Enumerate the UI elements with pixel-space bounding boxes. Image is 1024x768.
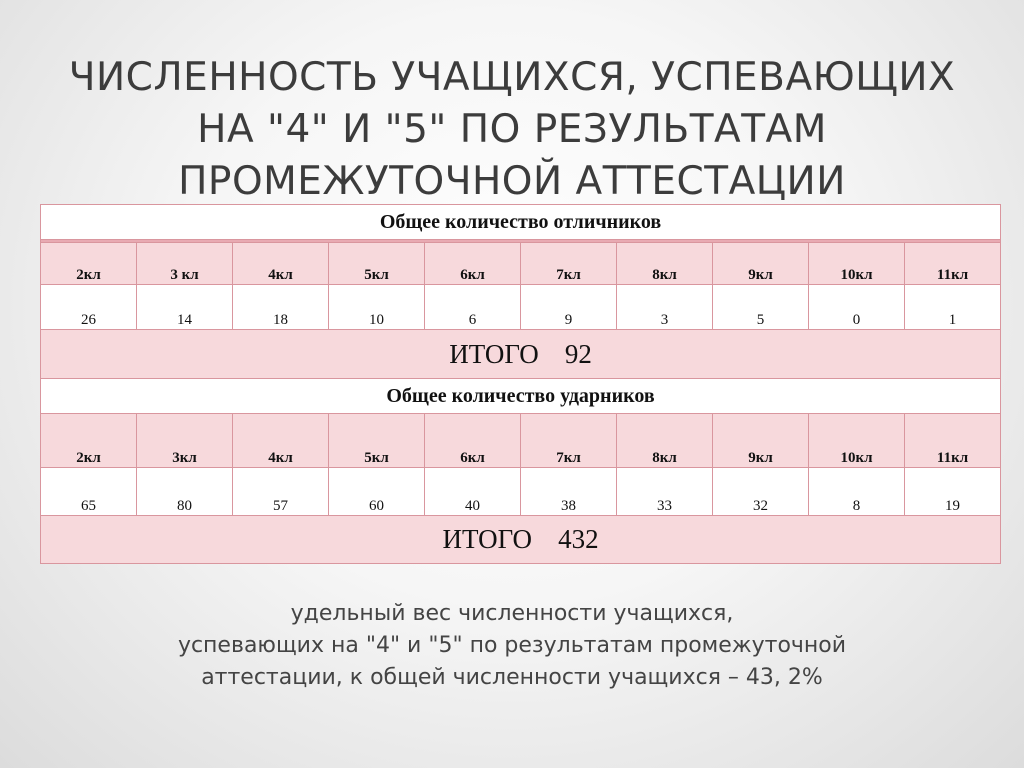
excellent-count: 1	[905, 285, 1001, 330]
footer-caption	[112, 598, 912, 694]
good-total-value: 432	[558, 524, 599, 554]
class-label: 10кл	[809, 414, 905, 468]
class-label: 5кл	[329, 414, 425, 468]
class-label: 4кл	[233, 243, 329, 285]
excellent-count: 9	[521, 285, 617, 330]
class-label: 9кл	[713, 243, 809, 285]
excellent-count: 5	[713, 285, 809, 330]
good-count: 65	[41, 468, 137, 516]
good-value-row	[41, 468, 1001, 516]
good-count: 40	[425, 468, 521, 516]
excellent-count: 6	[425, 285, 521, 330]
class-label: 2кл	[41, 414, 137, 468]
good-class-row	[41, 414, 1001, 468]
class-label: 7кл	[521, 243, 617, 285]
class-label: 11кл	[905, 414, 1001, 468]
class-label: 7кл	[521, 414, 617, 468]
class-label: 2кл	[41, 243, 137, 285]
caption-line-2: успевающих на "4" и "5" по результатам промежуточной	[177, 633, 847, 658]
class-label: 6кл	[425, 414, 521, 468]
class-label: 11кл	[905, 243, 1001, 285]
excellent-total-value: 92	[564, 338, 592, 369]
stats-table	[40, 204, 1001, 564]
slide-title	[40, 52, 984, 208]
excellent-count: 26	[41, 285, 137, 330]
excellent-total	[41, 330, 1001, 379]
excellent-class-row	[41, 243, 1001, 285]
class-label: 10кл	[809, 243, 905, 285]
excellent-header: Общее количество отличников	[41, 205, 1001, 240]
good-total-row	[41, 516, 1001, 564]
good-count: 38	[521, 468, 617, 516]
title-line-1: ЧИСЛЕННОСТЬ УЧАЩИХСЯ, УСПЕВАЮЩИХ	[68, 55, 956, 100]
good-count: 57	[233, 468, 329, 516]
good-count: 60	[329, 468, 425, 516]
class-label: 8кл	[617, 414, 713, 468]
good-count: 8	[809, 468, 905, 516]
class-label: 9кл	[713, 414, 809, 468]
excellent-header-row	[41, 205, 1001, 240]
good-count: 33	[617, 468, 713, 516]
excellent-total-label: ИТОГО	[449, 338, 539, 369]
excellent-total-row	[41, 330, 1001, 379]
good-header: Общее количество ударников	[41, 379, 1001, 414]
caption-line-3: аттестации, к общей численности учащихся – 43, 2%	[201, 665, 823, 690]
caption-line-1: удельный вес численности учащихся,	[290, 601, 734, 626]
title-line-2: НА "4" И "5" ПО РЕЗУЛЬТАТАМ	[197, 107, 827, 152]
class-label: 3 кл	[137, 243, 233, 285]
good-count: 32	[713, 468, 809, 516]
good-header-row	[41, 379, 1001, 414]
title-line-3: ПРОМЕЖУТОЧНОЙ АТТЕСТАЦИИ	[178, 159, 846, 204]
class-label: 3кл	[137, 414, 233, 468]
excellent-count: 14	[137, 285, 233, 330]
class-label: 8кл	[617, 243, 713, 285]
excellent-count: 0	[809, 285, 905, 330]
good-count: 19	[905, 468, 1001, 516]
good-total-label: ИТОГО	[442, 524, 533, 554]
good-count: 80	[137, 468, 233, 516]
class-label: 4кл	[233, 414, 329, 468]
excellent-count: 10	[329, 285, 425, 330]
class-label: 6кл	[425, 243, 521, 285]
good-total	[41, 516, 1001, 564]
excellent-count: 18	[233, 285, 329, 330]
excellent-value-row	[41, 285, 1001, 330]
excellent-count: 3	[617, 285, 713, 330]
class-label: 5кл	[329, 243, 425, 285]
